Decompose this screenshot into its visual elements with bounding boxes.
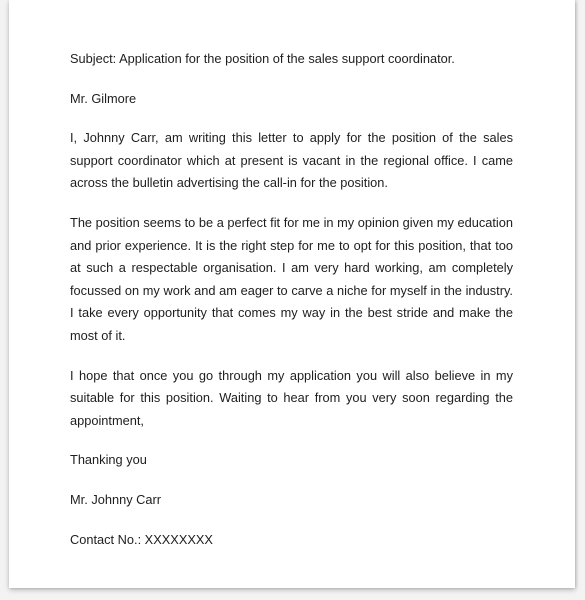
signature-name: Mr. Johnny Carr <box>70 491 162 507</box>
document-page <box>9 0 575 588</box>
contact-number: Contact No.: XXXXXXXX <box>70 531 213 547</box>
letter-body <box>70 48 513 551</box>
paragraph-introduction: I, Johnny Carr, am writing this letter to apply for the position of the sales support coordinator which at present is vacant in the regional office. I came across the bulletin advertising the call-in for the position. <box>70 130 513 191</box>
subject-line: Subject: Application for the position of the sales support coordinator. <box>70 51 455 66</box>
paragraph-conclusion: I hope that once you go through my application you will also believe in my suitable for this position. Waiting to hear from you very soon regarding the appointment, <box>70 367 513 428</box>
closing-line: Thanking you <box>70 452 147 468</box>
paragraph-qualifications: The position seems to be a perfect fit for me in my opinion given my education and prior experience. It is the right step for me to opt for this position, that too at such a respectable organisation. I am very hard working, am completely focussed on my work and am eager to carve a niche for myself in the industry. I take every opportunity that comes my way in the best stride and make the most of it. <box>70 214 513 343</box>
salutation: Mr. Gilmore <box>70 90 137 106</box>
